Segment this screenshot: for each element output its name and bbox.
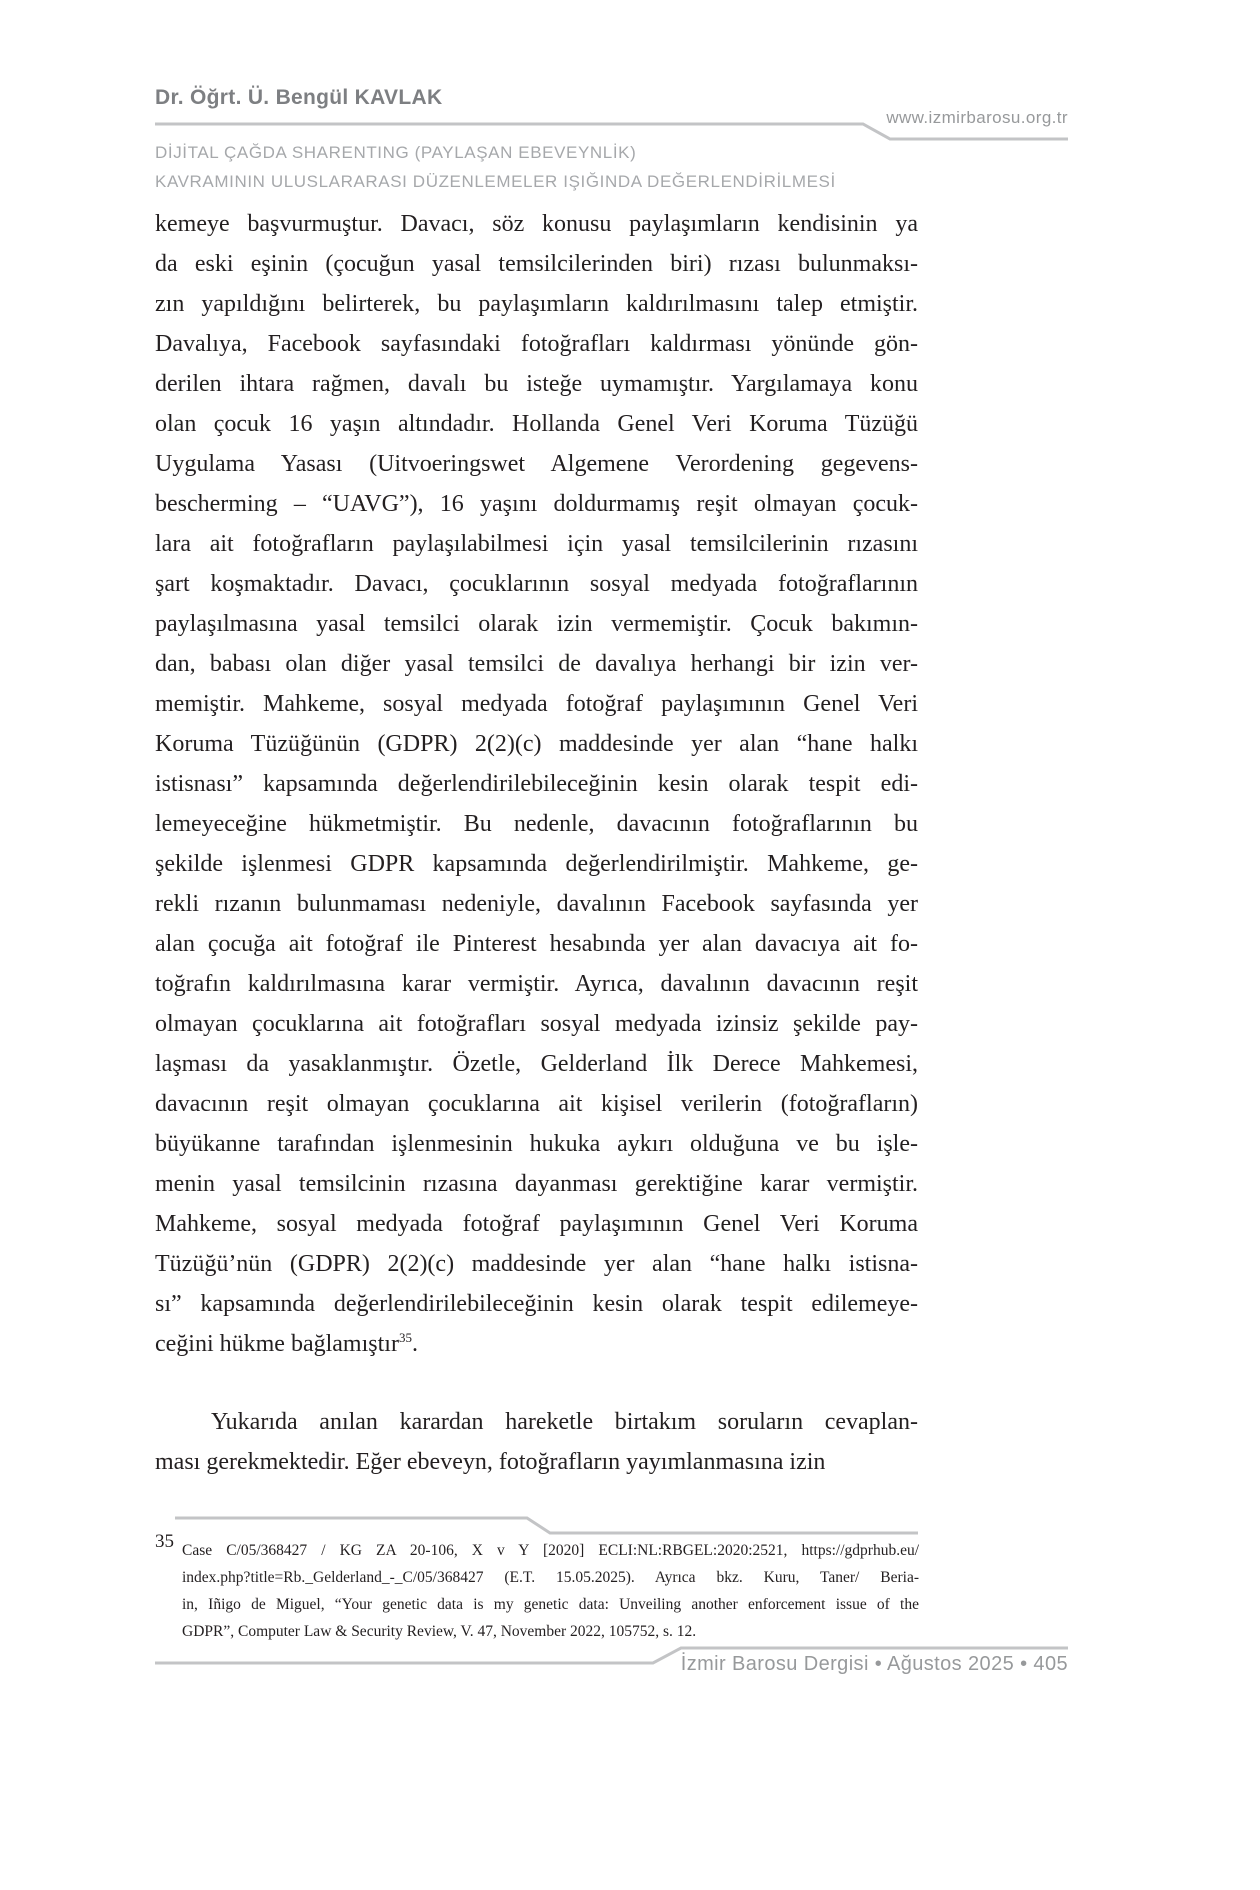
text-segment: in, Iñigo de Miguel, “Your genetic data is my genetic data: Unveiling another enforcement issue of the bbox=[182, 1596, 919, 1613]
text-line bbox=[155, 1044, 918, 1084]
text-line bbox=[155, 404, 918, 444]
text-segment: Koruma Tüzüğünün (GDPR) 2(2)(c) maddesinde yer alan “hane halkı bbox=[155, 731, 918, 757]
text-line bbox=[155, 764, 918, 804]
journal-website-url: www.izmirbarosu.org.tr bbox=[886, 108, 1068, 127]
text-line bbox=[182, 1591, 919, 1618]
text-segment: . bbox=[411, 1331, 418, 1357]
text-line bbox=[155, 804, 918, 844]
text-segment: zın yapıldığını belirterek, bu paylaşımların kaldırılmasını talep etmiştir. bbox=[155, 291, 918, 317]
text-segment: sı” kapsamında değerlendirilebileceğinin kesin olarak tespit edilemeye- bbox=[155, 1291, 918, 1317]
text-segment: laşması da yasaklanmıştır. Özetle, Gelderland İlk Derece Mahkemesi, bbox=[155, 1051, 918, 1077]
text-line bbox=[155, 484, 918, 524]
text-line bbox=[155, 524, 918, 564]
text-segment: lara ait fotoğrafların paylaşılabilmesi için yasal temsilcilerinin rızasını bbox=[155, 531, 918, 557]
text-line bbox=[155, 1324, 918, 1364]
text-segment: toğrafın kaldırılmasına karar vermiştir. Ayrıca, davalının davacının reşit bbox=[155, 971, 918, 997]
text-segment: Case C/05/368427 / KG ZA 20-106, X v Y [2020] ECLI:NL:RBGEL:2020:2521, https://gdprhub.eu/ bbox=[182, 1542, 919, 1559]
author-name: Dr. Öğrt. Ü. Bengül KAVLAK bbox=[155, 86, 443, 109]
text-segment: ması gerekmektedir. Eğer ebeveyn, fotoğrafların yayımlanmasına izin bbox=[155, 1449, 826, 1475]
text-segment: şekilde işlenmesi GDPR kapsamında değerlendirilmiştir. Mahkeme, ge- bbox=[155, 851, 918, 877]
text-segment: paylaşılmasına yasal temsilci olarak izin vermemiştir. Çocuk bakımın- bbox=[155, 611, 918, 637]
text-line bbox=[155, 444, 918, 484]
text-segment: memiştir. Mahkeme, sosyal medyada fotoğraf paylaşımının Genel Veri bbox=[155, 691, 918, 717]
text-line bbox=[155, 1442, 918, 1482]
text-segment: büyükanne tarafından işlenmesinin hukuka aykırı olduğuna ve bu işle- bbox=[155, 1131, 918, 1157]
text-segment: rekli rızanın bulunmaması nedeniyle, davalının Facebook sayfasında yer bbox=[155, 891, 918, 917]
text-line bbox=[155, 284, 918, 324]
text-line bbox=[155, 364, 918, 404]
text-segment: Tüzüğü’nün (GDPR) 2(2)(c) maddesinde yer alan “hane halkı istisna- bbox=[155, 1251, 918, 1277]
text-line bbox=[155, 1124, 918, 1164]
text-segment: menin yasal temsilcinin rızasına dayanması gerektiğine karar vermiştir. bbox=[155, 1171, 918, 1197]
text-segment: derilen ihtara rağmen, davalı bu isteğe uymamıştır. Yargılamaya konu bbox=[155, 371, 918, 397]
text-segment: alan çocuğa ait fotoğraf ile Pinterest hesabında yer alan davacıya ait fo- bbox=[155, 931, 918, 957]
footer-journal-info: İzmir Barosu Dergisi • Ağustos 2025 • 405 bbox=[680, 1653, 1068, 1675]
text-segment: Mahkeme, sosyal medyada fotoğraf paylaşımının Genel Veri Koruma bbox=[155, 1211, 918, 1237]
text-line bbox=[182, 1537, 919, 1564]
article-title-line-2: KAVRAMININ ULUSLARARASI DÜZENLEMELER IŞIĞINDA DEĞERLENDİRİLMESİ bbox=[155, 172, 836, 191]
text-segment: Yukarıda anılan karardan hareketle birtakım soruların cevaplan- bbox=[211, 1409, 918, 1435]
text-line bbox=[155, 844, 918, 884]
text-segment: ceğini hükme bağlamıştır bbox=[155, 1331, 399, 1357]
text-segment: lemeyeceğine hükmetmiştir. Bu nedenle, davacının fotoğraflarının bu bbox=[155, 811, 918, 837]
text-segment: davacının reşit olmayan çocuklarına ait kişisel verilerin (fotoğrafların) bbox=[155, 1091, 918, 1117]
body-text bbox=[155, 204, 918, 1482]
text-line bbox=[155, 884, 918, 924]
text-line bbox=[155, 244, 918, 284]
text-segment: kemeye başvurmuştur. Davacı, söz konusu paylaşımların kendisinin ya bbox=[155, 211, 918, 237]
footnote-number: 35 bbox=[155, 1531, 174, 1552]
text-line bbox=[155, 564, 918, 604]
text-line bbox=[182, 1618, 919, 1645]
footnote-separator-rule bbox=[175, 1518, 918, 1533]
text-segment: Davalıya, Facebook sayfasındaki fotoğrafları kaldırması yönünde gön- bbox=[155, 331, 918, 357]
text-segment: da eski eşinin (çocuğun yasal temsilcilerinden biri) rızası bulunmaksı- bbox=[155, 251, 918, 277]
text-line bbox=[155, 964, 918, 1004]
footnote-reference: 35 bbox=[398, 1330, 412, 1345]
text-segment: bescherming – “UAVG”), 16 yaşını doldurmamış reşit olmayan çocuk- bbox=[155, 491, 918, 517]
text-line bbox=[155, 204, 918, 244]
text-segment: Uygulama Yasası (Uitvoeringswet Algemene Verordening gegevens- bbox=[155, 451, 918, 477]
text-line bbox=[155, 1244, 918, 1284]
text-line bbox=[155, 644, 918, 684]
article-title bbox=[155, 138, 1055, 196]
text-line bbox=[155, 684, 918, 724]
text-segment: olmayan çocuklarına ait fotoğrafları sosyal medyada izinsiz şekilde pay- bbox=[155, 1011, 918, 1037]
text-line bbox=[155, 1402, 918, 1442]
text-line bbox=[155, 324, 918, 364]
text-line bbox=[155, 924, 918, 964]
footnote-text bbox=[182, 1537, 919, 1645]
text-line bbox=[182, 1564, 919, 1591]
text-line bbox=[155, 1004, 918, 1044]
text-segment: dan, babası olan diğer yasal temsilci de davalıya herhangi bir izin ver- bbox=[155, 651, 918, 677]
text-segment: şart koşmaktadır. Davacı, çocuklarının sosyal medyada fotoğraflarının bbox=[155, 571, 918, 597]
text-line bbox=[155, 1084, 918, 1124]
text-line bbox=[155, 724, 918, 764]
text-line bbox=[155, 604, 918, 644]
article-title-line-1: DİJİTAL ÇAĞDA SHARENTING (PAYLAŞAN EBEVEYNLİK) bbox=[155, 143, 637, 162]
paragraph bbox=[155, 204, 918, 1364]
text-line bbox=[155, 1284, 918, 1324]
paragraph bbox=[155, 1402, 918, 1482]
text-line bbox=[155, 1164, 918, 1204]
text-segment: index.php?title=Rb._Gelderland_-_C/05/368427 (E.T. 15.05.2025). Ayrıca bkz. Kuru, Taner/ Beria- bbox=[182, 1569, 919, 1586]
text-segment: GDPR”, Computer Law & Security Review, V. 47, November 2022, 105752, s. 12. bbox=[182, 1623, 697, 1640]
text-line bbox=[155, 1204, 918, 1244]
text-segment: olan çocuk 16 yaşın altındadır. Hollanda Genel Veri Koruma Tüzüğü bbox=[155, 411, 918, 437]
text-segment: istisnası” kapsamında değerlendirilebileceğinin kesin olarak tespit edi- bbox=[155, 771, 918, 797]
